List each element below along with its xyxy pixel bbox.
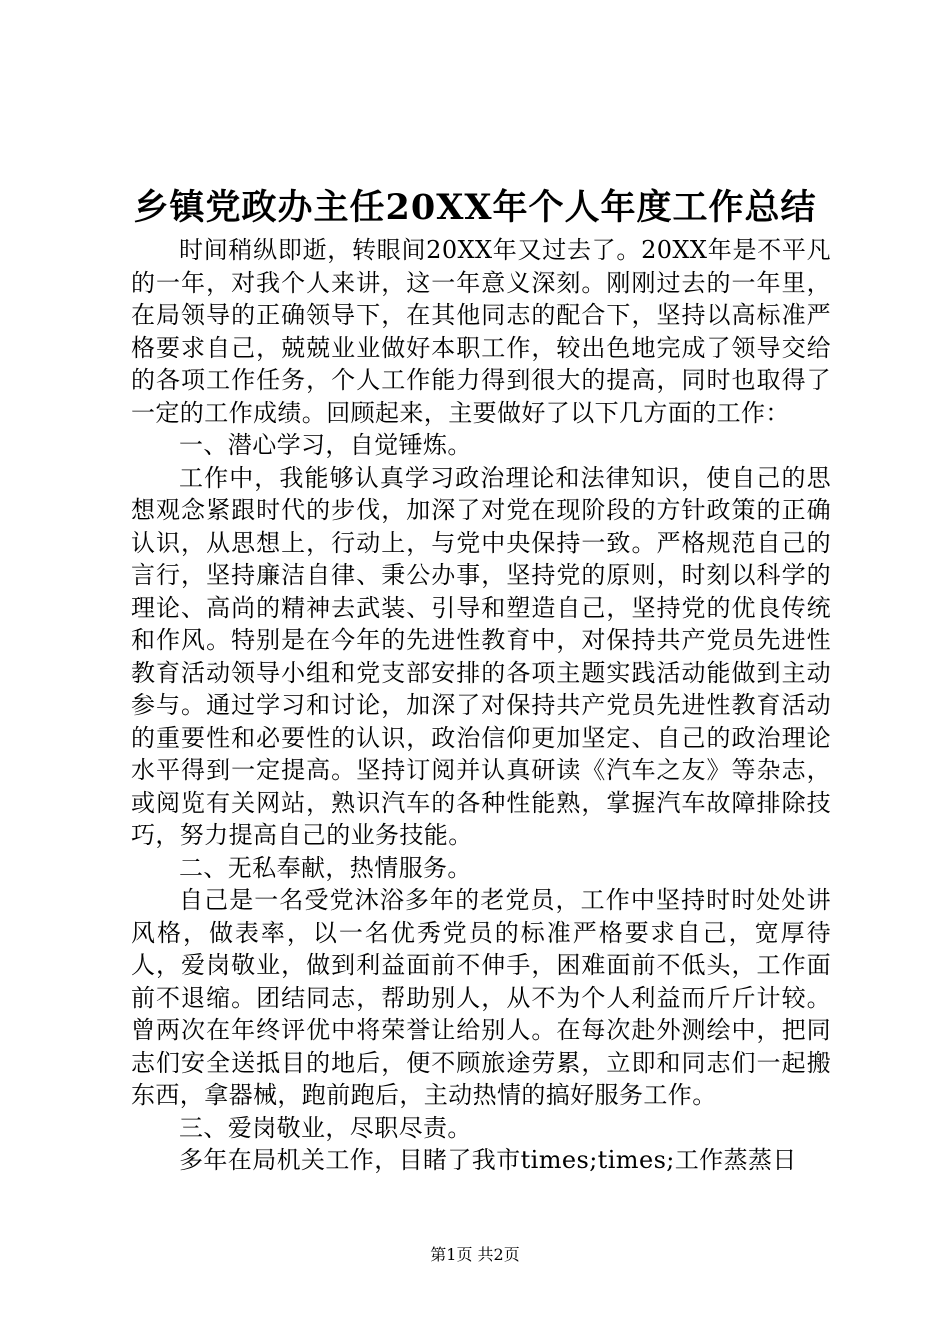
document-body xyxy=(131,234,831,1177)
section-3-paragraph: 多年在局机关工作，目睹了我市times;times;工作蒸蒸日 xyxy=(179,1146,797,1174)
document-title: 乡镇党政办主任20XX年个人年度工作总结 xyxy=(133,187,817,228)
section-2-paragraph: 自己是一名受党沐浴多年的老党员，工作中坚持时时处处讲风格，做表率，以一名优秀党员的标准严格要求自己，宽厚待人，爱岗敬业，做到利益面前不伸手，困难面前不低头，工作面前不退缩。团结同志，帮助别人，从不为个人利益而斤斤计较。曾两次在年终评优中将荣誉让给别人。在每次赴外测绘中，把同志们安全送抵目的地后，便不顾旅途劳累，立即和同志们一起搬东西，拿器械，跑前跑后，主动热情的搞好服务工作。 xyxy=(131,886,831,1109)
page-number-footer: 第1页 共2页 xyxy=(430,1245,520,1264)
section-heading-1: 一、潜心学习，自觉锤炼。 xyxy=(179,431,472,459)
section-1-paragraph: 工作中，我能够认真学习政治理论和法律知识，使自己的思想观念紧跟时代的步伐，加深了对党在现阶段的方针政策的正确认识，从思想上，行动上，与党中央保持一致。严格规范自己的言行，坚持廉洁自律、秉公办事，坚持党的原则，时刻以科学的理论、高尚的精神去武装、引导和塑造自己，坚持党的优良传统和作风。特别是在今年的先进性教育中，对保持共产党员先进性教育活动领导小组和党支部安排的各项主题实践活动能做到主动参与。通过学习和讨论，加深了对保持共产党员先进性教育活动的重要性和必要性的认识，政治信仰更加坚定、自己的政治理论水平得到一定提高。坚持订阅并认真研读《汽车之友》等杂志，或阅览有关网站，熟识汽车的各种性能熟，掌握汽车故障排除技巧，努力提高自己的业务技能。 xyxy=(131,463,831,849)
section-heading-2: 二、无私奉献，热情服务。 xyxy=(179,853,472,882)
intro-paragraph: 时间稍纵即逝，转眼间20XX年又过去了。20XX年是不平凡的一年，对我个人来讲，这一年意义深刻。刚刚过去的一年里，在局领导的正确领导下，在其他同志的配合下，坚持以高标准严格要求自己，兢兢业业做好本职工作，较出色地完成了领导交给的各项工作任务，个人工作能力得到很大的提高，同时也取得了一定的工作成绩。回顾起来，主要做好了以下几方面的工作： xyxy=(131,236,831,427)
section-heading-3: 三、爱岗敬业，尽职尽责。 xyxy=(179,1113,472,1142)
